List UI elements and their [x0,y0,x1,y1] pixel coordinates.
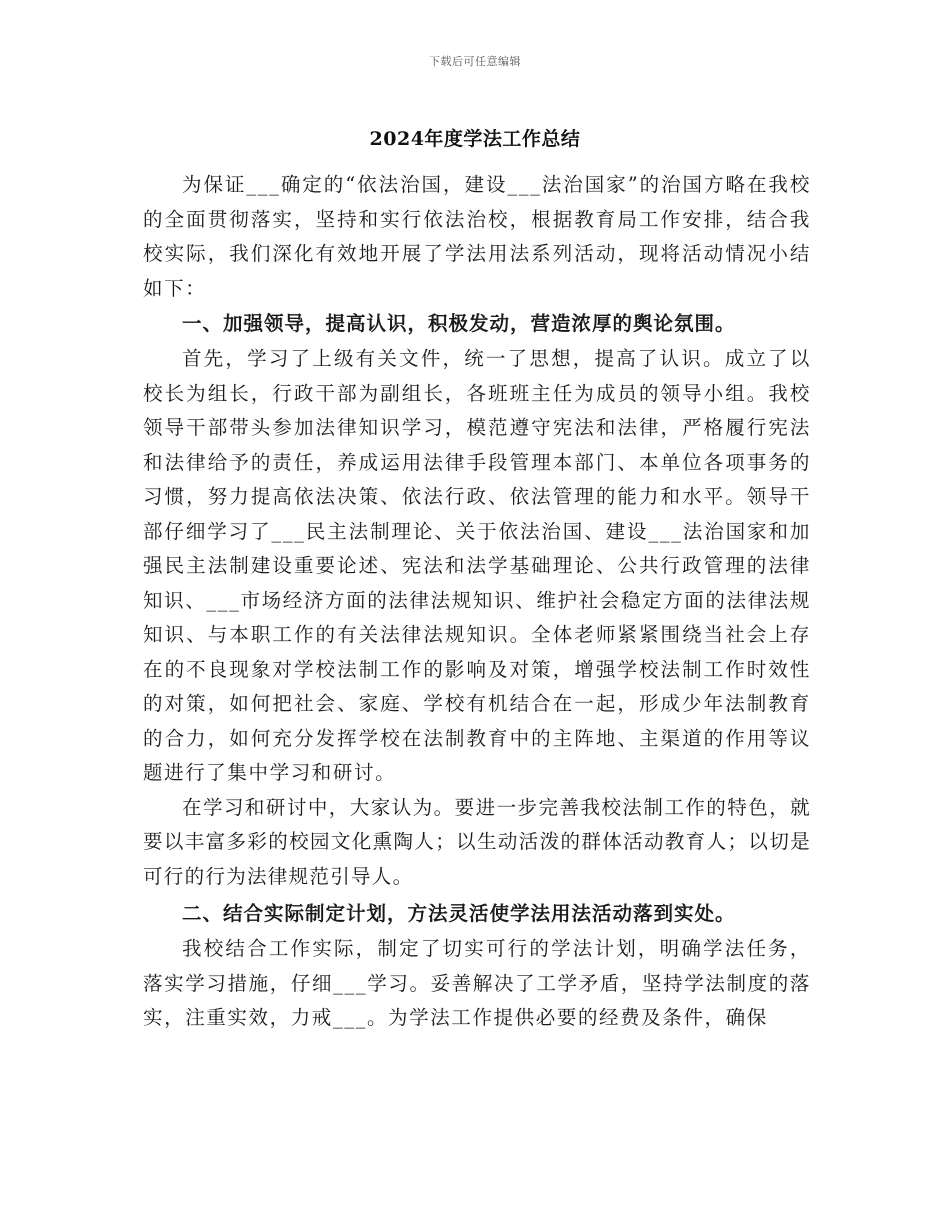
section-heading-2: 二、结合实际制定计划，方法灵活使学法用法活动落到实处。 [182,902,736,925]
document-title: 2024年度学法工作总结 [369,128,581,150]
paragraph-intro: 为保证___确定的“依法治国，建设___法治国家”的治国方略在我校的全面贯彻落实，坚持和实行依法治校，根据教育局工作安排，结合我校实际，我们深化有效地开展了学法用法系列活动，现将活动情况小结如下： [143,173,811,300]
paragraph-discussion: 在学习和研讨中，大家认为。要进一步完善我校法制工作的特色，就要以丰富多彩的校园文化熏陶人；以生动活泼的群体活动教育人；以切是可行的行为法律规范引导人。 [143,795,811,888]
section-heading-1: 一、加强领导，提高认识，积极发动，营造浓厚的舆论氛围。 [182,312,736,335]
paragraph-leadership: 首先，学习了上级有关文件，统一了思想，提高了认识。成立了以校长为组长，行政干部为副组长，各班班主任为成员的领导小组。我校领导干部带头参加法律知识学习，模范遵守宪法和法律，严格履行宪法和法律给予的责任，养成运用法律手段管理本部门、本单位各项事务的习惯，努力提高依法决策、依法行政、依法管理的能力和水平。领导干部仔细学习了___民主法制理论、关于依法治国、建设___法治国家和加强民主法制建设重要论述、宪法和法学基础理论、公共行政管理的法律知识、___市场经济方面的法律法规知识、维护社会稳定方面的法律法规知识、与本职工作的有关法律法规知识。全体老师紧紧围绕当社会上存在的不良现象对学校法制工作的影响及对策，增强学校法制工作时效性的对策，如何把社会、家庭、学校有机结合在一起，形成少年法制教育的合力，如何充分发挥学校在法制教育中的主阵地、主渠道的作用等议题进行了集中学习和研讨。 [143,347,811,784]
paragraph-plan: 我校结合工作实际，制定了切实可行的学法计划，明确学法任务，落实学习措施，仔细___学习。妥善解决了工学矛盾，坚持学法制度的落实，注重实效，力戒___。为学法工作提供必要的经费及条件，确保 [143,937,811,1029]
header-note: 下载后可任意编辑 [429,55,521,68]
document-body [143,168,811,1036]
